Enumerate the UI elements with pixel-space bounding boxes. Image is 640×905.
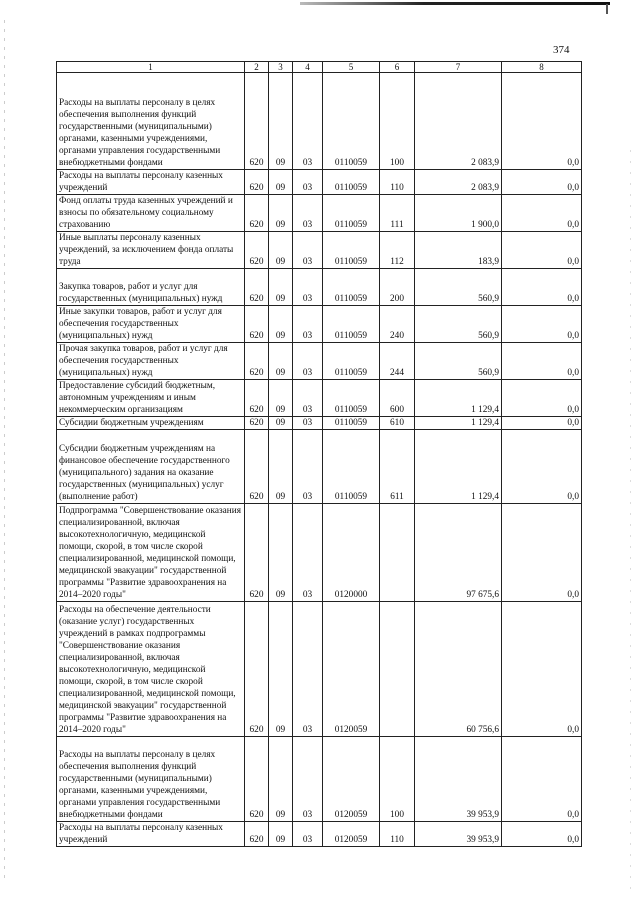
column-header: 7 [415, 62, 502, 73]
row-code-section: 09 [269, 343, 293, 380]
row-code-expense-type: 610 [380, 417, 415, 430]
row-code-subsection: 03 [293, 195, 323, 232]
scan-artifact-left-edge [4, 20, 5, 880]
row-code-subsection: 03 [293, 232, 323, 269]
row-amount-2: 0,0 [502, 306, 582, 343]
row-name: Субсидии бюджетным учреждениям на финансовое обеспечение государственного (муниципального) задания на оказание государственных (муниципальных) услуг (выполнение работ) [57, 430, 245, 504]
column-header: 2 [245, 62, 269, 73]
row-code-target: 0110059 [323, 306, 380, 343]
row-code-target: 0110059 [323, 417, 380, 430]
row-code-target: 0110059 [323, 380, 380, 417]
table-row [57, 195, 582, 232]
row-amount: 2 083,9 [415, 73, 502, 170]
row-code-expense-type: 110 [380, 170, 415, 195]
scan-artifact-mark [606, 4, 608, 14]
row-amount: 560,9 [415, 269, 502, 306]
row-amount-2: 0,0 [502, 822, 582, 847]
row-code-ministry: 620 [245, 504, 269, 602]
table-row [57, 73, 582, 170]
row-amount: 560,9 [415, 306, 502, 343]
row-code-ministry: 620 [245, 430, 269, 504]
row-amount: 2 083,9 [415, 170, 502, 195]
row-amount: 39 953,9 [415, 737, 502, 822]
column-header: 8 [502, 62, 582, 73]
table-row [57, 417, 582, 430]
row-code-expense-type: 600 [380, 380, 415, 417]
table-row [57, 737, 582, 822]
row-code-expense-type: 240 [380, 306, 415, 343]
row-amount: 39 953,9 [415, 822, 502, 847]
row-code-subsection: 03 [293, 504, 323, 602]
row-amount: 1 900,0 [415, 195, 502, 232]
row-code-subsection: 03 [293, 602, 323, 737]
table-row [57, 232, 582, 269]
column-header: 5 [323, 62, 380, 73]
row-code-target: 0110059 [323, 232, 380, 269]
row-name: Иные выплаты персоналу казенных учреждений, за исключением фонда оплаты труда [57, 232, 245, 269]
row-code-ministry: 620 [245, 232, 269, 269]
row-code-subsection: 03 [293, 343, 323, 380]
row-name: Закупка товаров, работ и услуг для государственных (муниципальных) нужд [57, 269, 245, 306]
scan-artifact-top-line [300, 2, 610, 5]
row-code-section: 09 [269, 380, 293, 417]
row-code-ministry: 620 [245, 602, 269, 737]
column-header: 1 [57, 62, 245, 73]
table-header-row [57, 62, 582, 73]
row-code-section: 09 [269, 170, 293, 195]
page-number: 374 [553, 44, 570, 56]
row-code-expense-type: 611 [380, 430, 415, 504]
row-code-target: 0120000 [323, 504, 380, 602]
row-code-subsection: 03 [293, 73, 323, 170]
row-name: Расходы на обеспечение деятельности (оказание услуг) государственных учреждений в рамках подпрограммы "Совершенствование оказания специализированной, включая высокотехнологичную, медицинской помощи, скорой, в том числе скорой специализированной, медицинской помощи, медицинской эвакуации" государственной программы "Развитие здравоохранения на 2014–2020 годы" [57, 602, 245, 737]
row-code-target: 0110059 [323, 195, 380, 232]
table-row [57, 170, 582, 195]
row-amount: 1 129,4 [415, 430, 502, 504]
row-code-section: 09 [269, 602, 293, 737]
row-code-expense-type: 100 [380, 73, 415, 170]
row-code-subsection: 03 [293, 430, 323, 504]
row-code-ministry: 620 [245, 73, 269, 170]
row-amount: 97 675,6 [415, 504, 502, 602]
row-name: Расходы на выплаты персоналу казенных учреждений [57, 822, 245, 847]
row-code-expense-type [380, 504, 415, 602]
table-row [57, 602, 582, 737]
row-code-subsection: 03 [293, 170, 323, 195]
row-amount-2: 0,0 [502, 269, 582, 306]
row-name: Предоставление субсидий бюджетным, автономным учреждениям и иным некоммерческим организациям [57, 380, 245, 417]
row-code-section: 09 [269, 504, 293, 602]
table-row [57, 306, 582, 343]
row-code-target: 0110059 [323, 73, 380, 170]
row-code-subsection: 03 [293, 822, 323, 847]
row-code-section: 09 [269, 822, 293, 847]
table-row [57, 822, 582, 847]
row-amount-2: 0,0 [502, 417, 582, 430]
table-row [57, 343, 582, 380]
row-code-target: 0120059 [323, 822, 380, 847]
row-amount: 1 129,4 [415, 417, 502, 430]
row-name: Субсидии бюджетным учреждениям [57, 417, 245, 430]
row-code-subsection: 03 [293, 417, 323, 430]
row-code-target: 0120059 [323, 602, 380, 737]
row-code-section: 09 [269, 195, 293, 232]
row-code-target: 0110059 [323, 269, 380, 306]
row-code-section: 09 [269, 269, 293, 306]
row-code-subsection: 03 [293, 737, 323, 822]
row-name: Расходы на выплаты персоналу казенных учреждений [57, 170, 245, 195]
row-amount-2: 0,0 [502, 602, 582, 737]
row-code-subsection: 03 [293, 269, 323, 306]
row-amount: 183,9 [415, 232, 502, 269]
row-code-ministry: 620 [245, 170, 269, 195]
row-amount-2: 0,0 [502, 737, 582, 822]
row-code-ministry: 620 [245, 417, 269, 430]
row-amount: 1 129,4 [415, 380, 502, 417]
table-row [57, 430, 582, 504]
row-code-expense-type: 112 [380, 232, 415, 269]
row-code-target: 0110059 [323, 343, 380, 380]
row-name: Расходы на выплаты персоналу в целях обеспечения выполнения функций государственными (муниципальными) органами, казенными учреждениями, органами управления государственными внебюджетными фондами [57, 73, 245, 170]
column-header: 6 [380, 62, 415, 73]
row-code-ministry: 620 [245, 306, 269, 343]
row-amount-2: 0,0 [502, 195, 582, 232]
column-header: 4 [293, 62, 323, 73]
row-amount: 560,9 [415, 343, 502, 380]
row-code-expense-type: 100 [380, 737, 415, 822]
row-code-expense-type [380, 602, 415, 737]
row-name: Подпрограмма "Совершенствование оказания специализированной, включая высокотехнологичную, медицинской помощи, скорой, в том числе скорой специализированной, медицинской помощи, медицинской эвакуации" государственной программы "Развитие здравоохранения на 2014–2020 годы" [57, 504, 245, 602]
row-code-ministry: 620 [245, 380, 269, 417]
row-amount-2: 0,0 [502, 430, 582, 504]
row-code-section: 09 [269, 417, 293, 430]
row-code-section: 09 [269, 232, 293, 269]
scan-artifact-right-edge [630, 150, 631, 890]
row-code-expense-type: 244 [380, 343, 415, 380]
row-code-target: 0110059 [323, 170, 380, 195]
row-code-section: 09 [269, 73, 293, 170]
row-name: Иные закупки товаров, работ и услуг для обеспечения государственных (муниципальных) нужд [57, 306, 245, 343]
table-row [57, 504, 582, 602]
row-amount: 60 756,6 [415, 602, 502, 737]
row-code-section: 09 [269, 430, 293, 504]
row-code-ministry: 620 [245, 343, 269, 380]
row-amount-2: 0,0 [502, 343, 582, 380]
row-name: Расходы на выплаты персоналу в целях обеспечения выполнения функций государственными (муниципальными) органами, казенными учреждениями, органами управления государственными внебюджетными фондами [57, 737, 245, 822]
row-code-section: 09 [269, 737, 293, 822]
row-amount-2: 0,0 [502, 232, 582, 269]
row-code-ministry: 620 [245, 737, 269, 822]
row-amount-2: 0,0 [502, 504, 582, 602]
row-code-section: 09 [269, 306, 293, 343]
row-code-ministry: 620 [245, 822, 269, 847]
column-header: 3 [269, 62, 293, 73]
row-code-expense-type: 110 [380, 822, 415, 847]
row-amount-2: 0,0 [502, 380, 582, 417]
row-code-target: 0110059 [323, 430, 380, 504]
row-code-expense-type: 200 [380, 269, 415, 306]
row-amount-2: 0,0 [502, 73, 582, 170]
row-code-ministry: 620 [245, 269, 269, 306]
table-row [57, 269, 582, 306]
row-name: Фонд оплаты труда казенных учреждений и взносы по обязательному социальному страхованию [57, 195, 245, 232]
row-code-subsection: 03 [293, 306, 323, 343]
budget-table [56, 61, 582, 847]
row-amount-2: 0,0 [502, 170, 582, 195]
row-code-ministry: 620 [245, 195, 269, 232]
row-name: Прочая закупка товаров, работ и услуг для обеспечения государственных (муниципальных) нужд [57, 343, 245, 380]
row-code-subsection: 03 [293, 380, 323, 417]
table-row [57, 380, 582, 417]
row-code-expense-type: 111 [380, 195, 415, 232]
row-code-target: 0120059 [323, 737, 380, 822]
